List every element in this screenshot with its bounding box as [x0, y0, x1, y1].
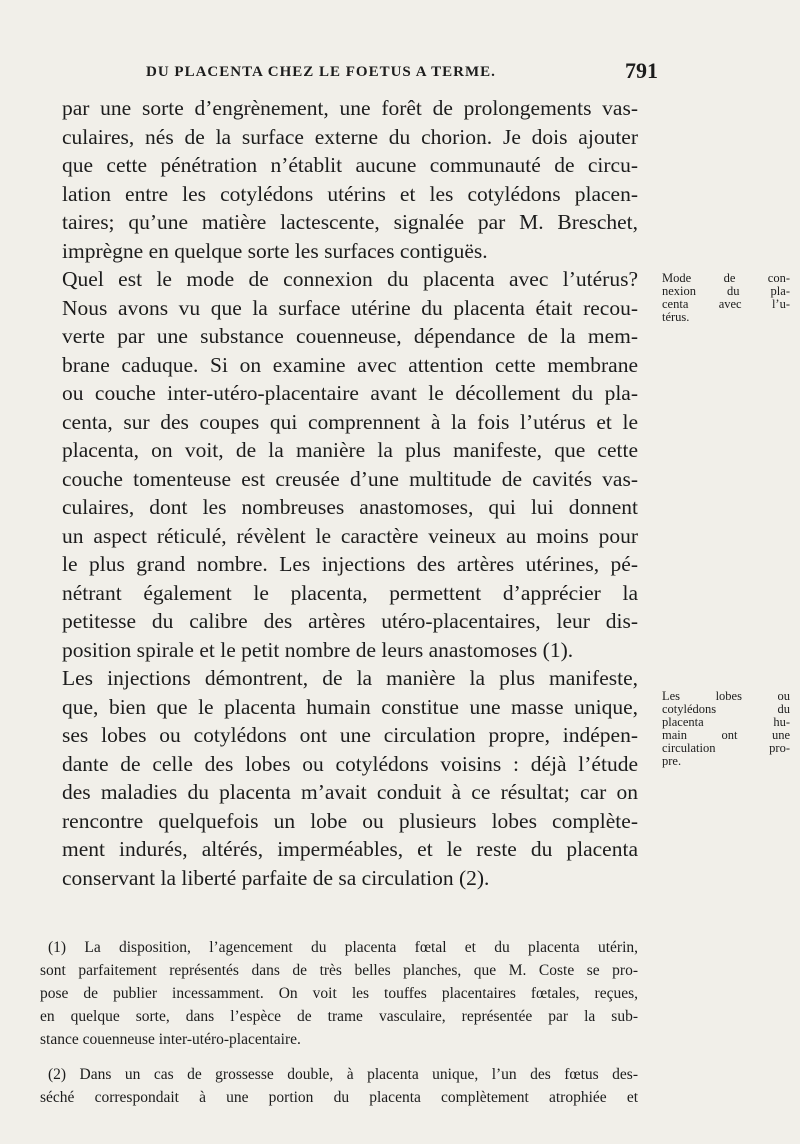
text-line: taires; qu’une matière lactescente, signalée par M. Breschet, [62, 210, 638, 234]
text-line: le plus grand nombre. Les injections des artères utérines, pé- [62, 552, 638, 576]
footnote-line: sont parfaitement représentés dans de très belles planches, que M. Coste se pro- [40, 962, 638, 979]
text-line: Les injections démontrent, de la manière la plus manifeste, [62, 666, 638, 690]
margin-note-line: centa avec l’u- [662, 298, 790, 311]
footnote-line: (2) Dans un cas de grossesse double, à placenta unique, l’un des fœtus des- [48, 1066, 638, 1083]
footnote-line: pose de publier incessamment. On voit les touffes placentaires fœtales, reçues, [40, 985, 638, 1002]
text-line: par une sorte d’engrènement, une forêt de prolongements vas- [62, 96, 638, 120]
margin-note-line: main ont une [662, 729, 790, 742]
footnote-2 [40, 1063, 638, 1109]
main-text [62, 94, 638, 892]
text-line: centa, sur des coupes qui comprennent à la fois l’utérus et le [62, 409, 638, 434]
text-line: ment indurés, altérés, imperméables, et le reste du placenta [62, 837, 638, 861]
text-line: brane caduque. Si on examine avec attention cette membrane [62, 352, 638, 377]
margin-note-line: circulation pro- [662, 742, 790, 755]
footnotes [40, 936, 638, 1109]
text-line: nétrant également le placenta, permettent d’apprécier la [62, 580, 638, 605]
text-line: dante de celle des lobes ou cotylédons voisins : déjà l’étude [62, 751, 638, 776]
margin-note-line: placenta hu- [662, 716, 790, 729]
text-line: rencontre quelquefois un lobe ou plusieurs lobes complète- [62, 808, 638, 833]
text-line: couche tomenteuse est creusée d’une multitude de cavités vas- [62, 466, 638, 491]
text-line: un aspect réticulé, révèlent le caractère veineux au moins pour [62, 523, 638, 548]
page-number: 791 [625, 58, 658, 83]
footnote-line: stance couenneuse inter-utéro-placentaire. [40, 1031, 301, 1048]
text-line: Nous avons vu que la surface utérine du placenta était recou- [62, 295, 638, 320]
text-line: petitesse du calibre des artères utéro-placentaires, leur dis- [62, 609, 638, 633]
text-line: culaires, nés de la surface externe du chorion. Je dois ajouter [62, 124, 638, 149]
text-line: placenta, on voit, de la manière la plus manifeste, que cette [62, 438, 638, 462]
margin-note-connexion [662, 272, 790, 324]
margin-note-line: pre. [662, 755, 682, 768]
running-title: DU PLACENTA CHEZ LE FOETUS A TERME. [146, 64, 496, 80]
margin-note-line: cotylédons du [662, 703, 790, 716]
margin-note-lobes [662, 690, 790, 768]
text-line: Quel est le mode de connexion du placenta avec l’utérus? [62, 267, 638, 291]
margin-note-line: Les lobes ou [662, 690, 790, 703]
text-line: des maladies du placenta m’avait conduit à ce résultat; car on [62, 780, 638, 804]
text-line: conservant la liberté parfaite de sa circulation (2). [62, 865, 490, 890]
text-line: que cette pénétration n’établit aucune communauté de circu- [62, 153, 638, 177]
text-line: ou couche inter-utéro-placentaire avant le décollement du pla- [62, 381, 638, 405]
text-line: imprègne en quelque sorte les surfaces contiguës. [62, 238, 488, 263]
text-line: culaires, dont les nombreuses anastomoses, qui lui donnent [62, 495, 638, 519]
text-line: que, bien que le placenta humain constitue une masse unique, [62, 694, 638, 719]
text-line: ses lobes ou cotylédons ont une circulation propre, indépen- [62, 723, 638, 747]
text-line: verte par une substance couenneuse, dépendance de la mem- [62, 324, 638, 348]
footnote-1 [40, 936, 638, 1051]
footnote-line: en quelque sorte, dans l’espèce de trame vasculaire, représentée par la sub- [40, 1008, 638, 1025]
margin-note-line: nexion du pla- [662, 285, 790, 298]
text-line: position spirale et le petit nombre de leurs anastomoses (1). [62, 637, 574, 662]
footnote-line: séché correspondait à une portion du placenta complètement atrophiée et [40, 1089, 638, 1106]
margin-note-line: Mode de con- [662, 272, 790, 285]
footnote-line: (1) La disposition, l’agencement du placenta fœtal et du placenta utérin, [48, 939, 638, 956]
page-header [64, 58, 658, 88]
text-line: lation entre les cotylédons utérins et les cotylédons placen- [62, 181, 638, 206]
margin-note-line: térus. [662, 311, 690, 324]
